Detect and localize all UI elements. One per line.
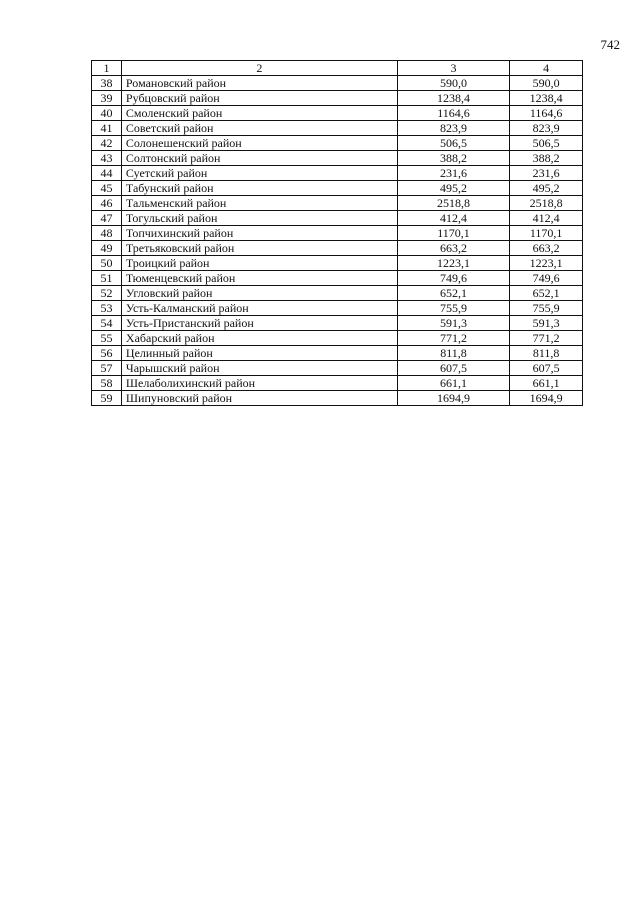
table-row	[92, 376, 583, 391]
district-name: Шипуновский район	[121, 391, 397, 406]
row-number: 57	[92, 361, 122, 376]
district-name: Шелаболихинский район	[121, 376, 397, 391]
value-col-4: 1170,1	[510, 226, 583, 241]
district-name: Целинный район	[121, 346, 397, 361]
district-name: Солонешенский район	[121, 136, 397, 151]
value-col-4: 749,6	[510, 271, 583, 286]
value-col-4: 663,2	[510, 241, 583, 256]
row-number: 51	[92, 271, 122, 286]
district-name: Тюменцевский район	[121, 271, 397, 286]
district-name: Усть-Калманский район	[121, 301, 397, 316]
value-col-4: 1238,4	[510, 91, 583, 106]
table-row	[92, 196, 583, 211]
value-col-3: 231,6	[397, 166, 509, 181]
table-body	[92, 61, 583, 406]
table-row	[92, 256, 583, 271]
value-col-3: 607,5	[397, 361, 509, 376]
value-col-3: 652,1	[397, 286, 509, 301]
district-name: Тальменский район	[121, 196, 397, 211]
value-col-3: 388,2	[397, 151, 509, 166]
header-cell-4: 4	[510, 61, 583, 76]
value-col-4: 1223,1	[510, 256, 583, 271]
value-col-3: 495,2	[397, 181, 509, 196]
row-number: 54	[92, 316, 122, 331]
table-row	[92, 136, 583, 151]
value-col-3: 749,6	[397, 271, 509, 286]
row-number: 49	[92, 241, 122, 256]
row-number: 52	[92, 286, 122, 301]
district-name: Романовский район	[121, 76, 397, 91]
table-header-row	[92, 61, 583, 76]
value-col-4: 412,4	[510, 211, 583, 226]
row-number: 45	[92, 181, 122, 196]
header-cell-3: 3	[397, 61, 509, 76]
district-name: Суетский район	[121, 166, 397, 181]
value-col-3: 811,8	[397, 346, 509, 361]
value-col-3: 663,2	[397, 241, 509, 256]
value-col-4: 506,5	[510, 136, 583, 151]
district-name: Табунский район	[121, 181, 397, 196]
value-col-3: 755,9	[397, 301, 509, 316]
row-number: 55	[92, 331, 122, 346]
value-col-3: 506,5	[397, 136, 509, 151]
value-col-3: 590,0	[397, 76, 509, 91]
value-col-3: 823,9	[397, 121, 509, 136]
table-row	[92, 316, 583, 331]
value-col-3: 661,1	[397, 376, 509, 391]
row-number: 43	[92, 151, 122, 166]
data-table	[91, 60, 583, 406]
value-col-3: 591,3	[397, 316, 509, 331]
district-name: Рубцовский район	[121, 91, 397, 106]
district-name: Топчихинский район	[121, 226, 397, 241]
value-col-3: 1170,1	[397, 226, 509, 241]
district-name: Чарышский район	[121, 361, 397, 376]
value-col-3: 2518,8	[397, 196, 509, 211]
value-col-4: 652,1	[510, 286, 583, 301]
value-col-4: 591,3	[510, 316, 583, 331]
table-row	[92, 241, 583, 256]
page-number: 742	[600, 37, 620, 52]
value-col-3: 1223,1	[397, 256, 509, 271]
value-col-4: 607,5	[510, 361, 583, 376]
table-row	[92, 151, 583, 166]
row-number: 39	[92, 91, 122, 106]
table-row	[92, 271, 583, 286]
row-number: 59	[92, 391, 122, 406]
table-row	[92, 286, 583, 301]
table-row	[92, 331, 583, 346]
value-col-3: 412,4	[397, 211, 509, 226]
table-row	[92, 211, 583, 226]
district-name: Третьяковский район	[121, 241, 397, 256]
table-row	[92, 361, 583, 376]
table-row	[92, 76, 583, 91]
value-col-3: 1694,9	[397, 391, 509, 406]
row-number: 46	[92, 196, 122, 211]
value-col-4: 755,9	[510, 301, 583, 316]
value-col-4: 1164,6	[510, 106, 583, 121]
district-name: Советский район	[121, 121, 397, 136]
row-number: 41	[92, 121, 122, 136]
value-col-4: 590,0	[510, 76, 583, 91]
district-name: Хабарский район	[121, 331, 397, 346]
value-col-3: 771,2	[397, 331, 509, 346]
table-row	[92, 181, 583, 196]
row-number: 48	[92, 226, 122, 241]
value-col-4: 811,8	[510, 346, 583, 361]
value-col-4: 771,2	[510, 331, 583, 346]
table-row	[92, 346, 583, 361]
table-row	[92, 301, 583, 316]
value-col-4: 823,9	[510, 121, 583, 136]
table-row	[92, 91, 583, 106]
value-col-4: 388,2	[510, 151, 583, 166]
district-name: Троицкий район	[121, 256, 397, 271]
row-number: 42	[92, 136, 122, 151]
table-row	[92, 121, 583, 136]
district-name: Угловский район	[121, 286, 397, 301]
row-number: 56	[92, 346, 122, 361]
value-col-4: 1694,9	[510, 391, 583, 406]
row-number: 50	[92, 256, 122, 271]
table-row	[92, 391, 583, 406]
value-col-4: 231,6	[510, 166, 583, 181]
district-name: Солтонский район	[121, 151, 397, 166]
value-col-4: 661,1	[510, 376, 583, 391]
header-cell-1: 1	[92, 61, 122, 76]
row-number: 40	[92, 106, 122, 121]
row-number: 38	[92, 76, 122, 91]
district-name: Усть-Пристанский район	[121, 316, 397, 331]
table-row	[92, 226, 583, 241]
table-row	[92, 106, 583, 121]
table-row	[92, 166, 583, 181]
row-number: 44	[92, 166, 122, 181]
value-col-4: 495,2	[510, 181, 583, 196]
value-col-3: 1164,6	[397, 106, 509, 121]
row-number: 47	[92, 211, 122, 226]
row-number: 53	[92, 301, 122, 316]
district-name: Тогульский район	[121, 211, 397, 226]
value-col-3: 1238,4	[397, 91, 509, 106]
row-number: 58	[92, 376, 122, 391]
district-name: Смоленский район	[121, 106, 397, 121]
header-cell-2: 2	[121, 61, 397, 76]
value-col-4: 2518,8	[510, 196, 583, 211]
